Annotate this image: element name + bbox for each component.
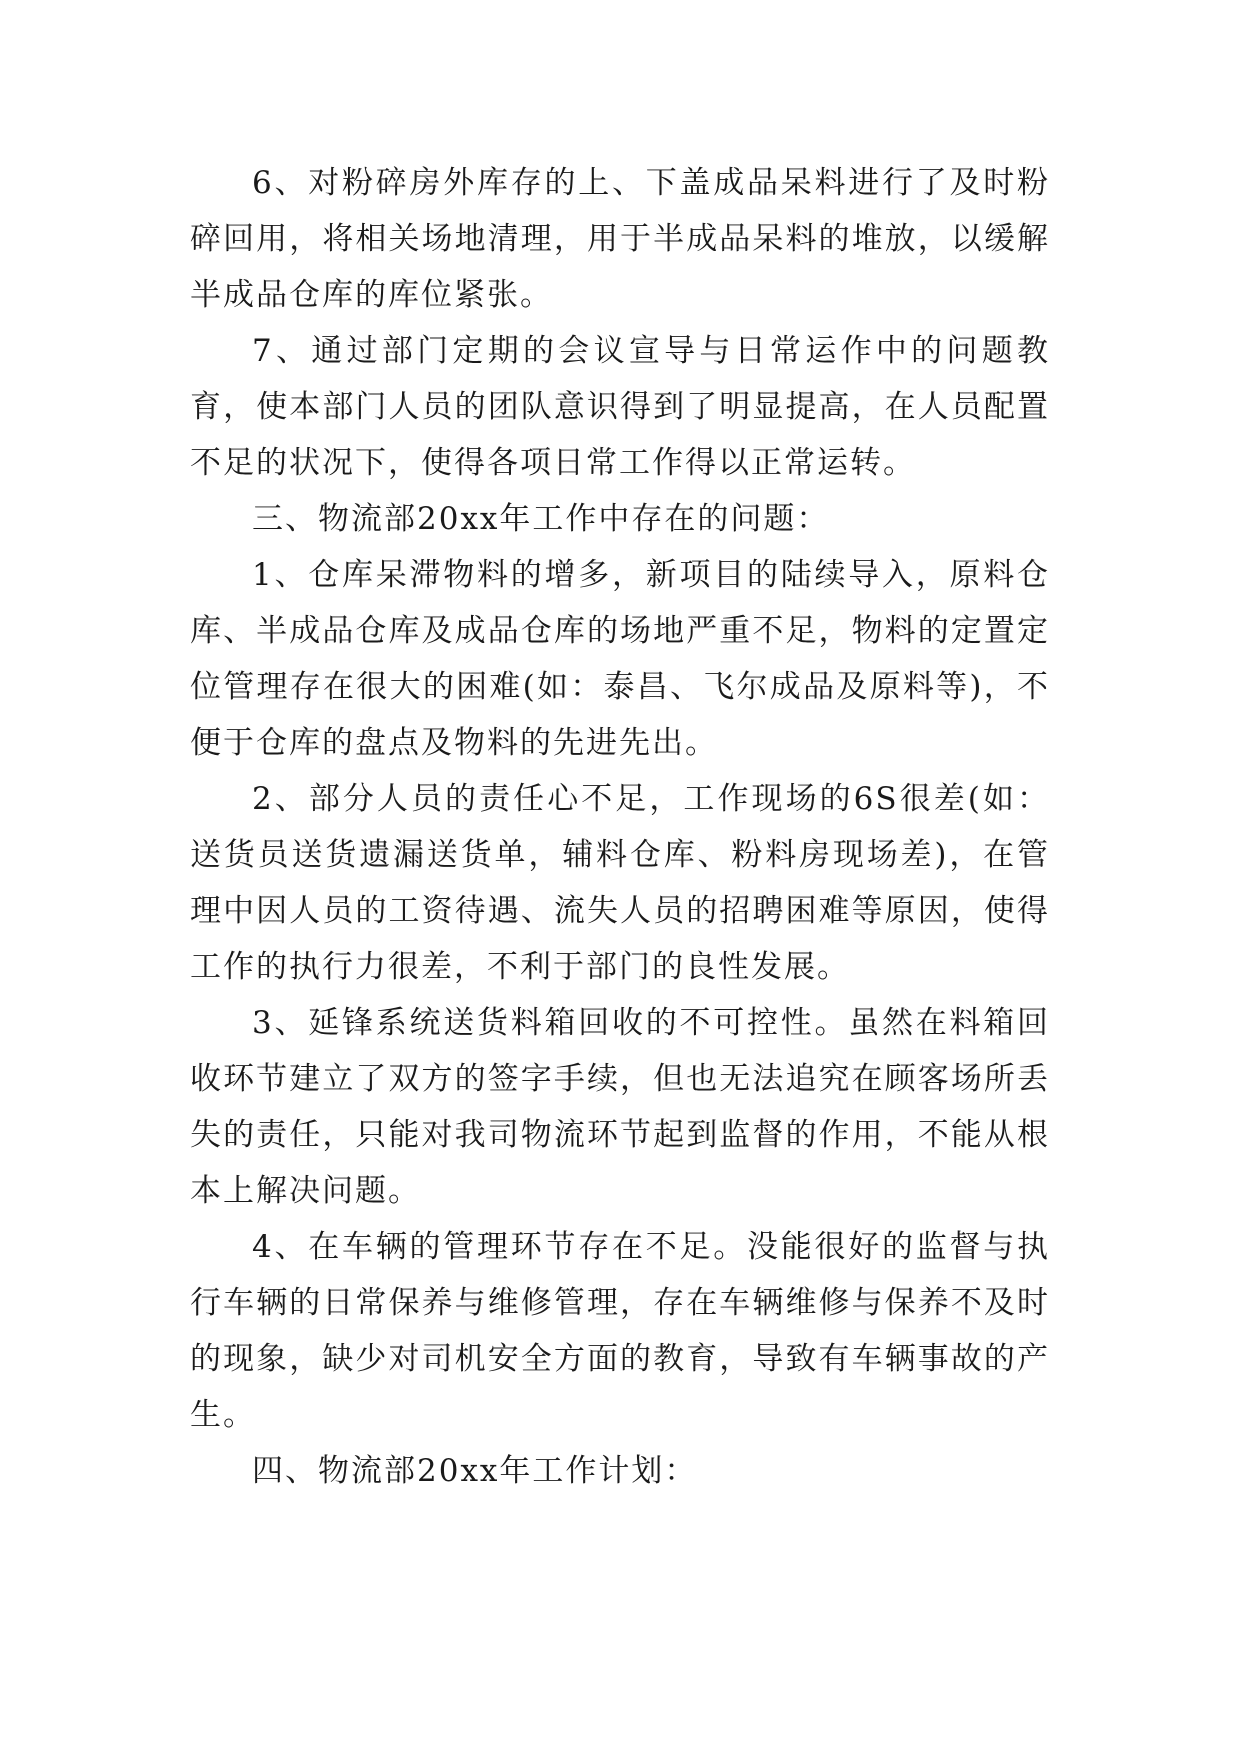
paragraph-item-6: 6、对粉碎房外库存的上、下盖成品呆料进行了及时粉碎回用，将相关场地清理，用于半成品呆料的堆放，以缓解半成品仓库的库位紧张。 [190, 165, 1050, 313]
document-body [190, 155, 1050, 1499]
section-heading-plan: 四、物流部20xx年工作计划： [252, 1453, 698, 1489]
section-heading-problems: 三、物流部20xx年工作中存在的问题： [252, 501, 830, 537]
problem-item-4: 4、在车辆的管理环节存在不足。没能很好的监督与执行车辆的日常保养与维修管理，存在车辆维修与保养不及时的现象，缺少对司机安全方面的教育，导致有车辆事故的产生。 [190, 1229, 1050, 1433]
problem-item-3: 3、延锋系统送货料箱回收的不可控性。虽然在料箱回收环节建立了双方的签字手续，但也无法追究在顾客场所丢失的责任，只能对我司物流环节起到监督的作用，不能从根本上解决问题。 [190, 1005, 1050, 1209]
problem-item-2: 2、部分人员的责任心不足，工作现场的6S很差(如：送货员送货遗漏送货单，辅料仓库、粉料房现场差)，在管理中因人员的工资待遇、流失人员的招聘困难等原因，使得工作的执行力很差，不利于部门的良性发展。 [190, 781, 1050, 985]
paragraph-item-7: 7、通过部门定期的会议宣导与日常运作中的问题教育，使本部门人员的团队意识得到了明显提高，在人员配置不足的状况下，使得各项日常工作得以正常运转。 [190, 333, 1050, 481]
problem-item-1: 1、仓库呆滞物料的增多，新项目的陆续导入，原料仓库、半成品仓库及成品仓库的场地严重不足，物料的定置定位管理存在很大的困难(如：泰昌、飞尔成品及原料等)，不便于仓库的盘点及物料的先进先出。 [190, 557, 1050, 761]
